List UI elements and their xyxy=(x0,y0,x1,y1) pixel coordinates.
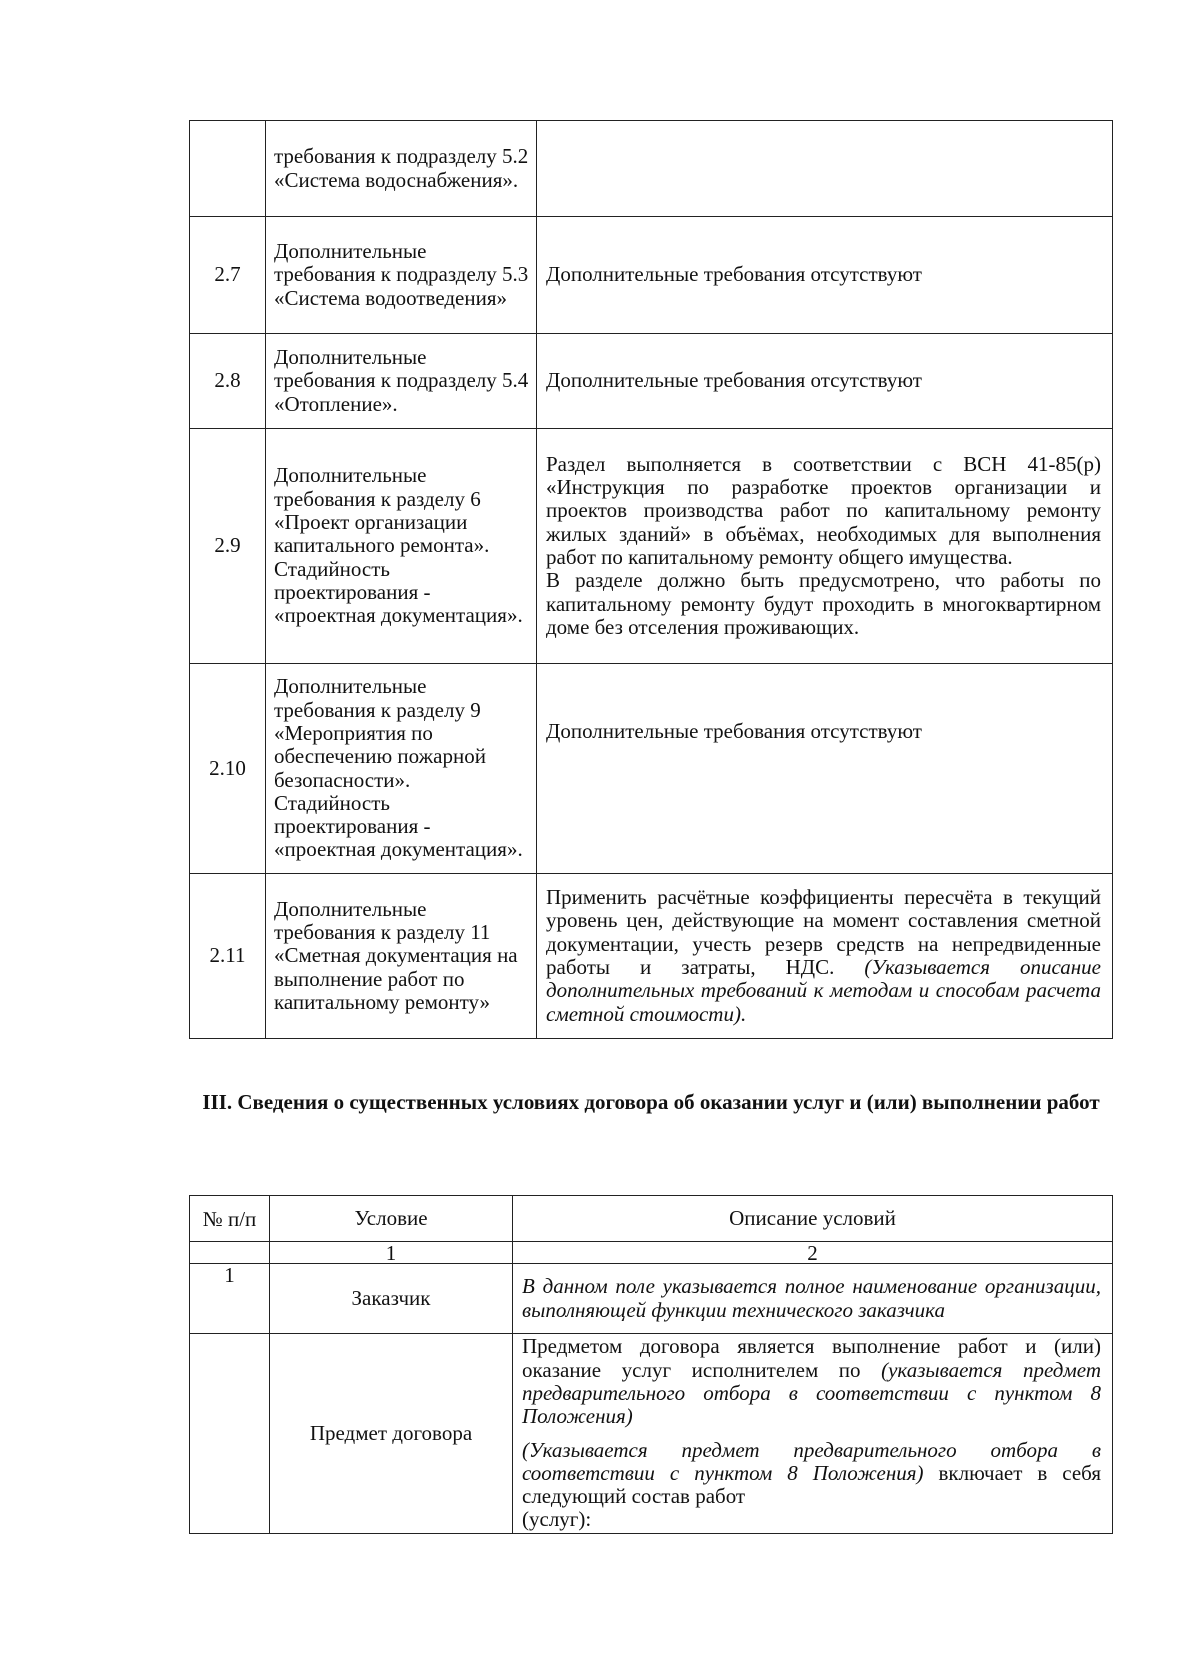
condition-cell: Заказчик xyxy=(270,1264,513,1334)
row-number: 2.8 xyxy=(190,334,266,429)
description-cell: Дополнительные требования отсутствуют xyxy=(537,334,1113,429)
description-note: (указывается предмет предварительного отбора в соответствии с пунктом 8 Положения) xyxy=(522,1357,1102,1429)
description-paragraph: В разделе должно быть предусмотрено, что работы по капитальному ремонту будут проходить в многоквартирном доме без отселения проживающих. xyxy=(546,568,1101,639)
column-number-1: 1 xyxy=(270,1242,513,1264)
row-number xyxy=(190,121,266,217)
table-row xyxy=(190,429,1113,664)
table-row xyxy=(190,217,1113,334)
row-number: 2.10 xyxy=(190,664,266,874)
description-paragraph: (услуг): xyxy=(522,1507,592,1532)
condition-cell: Предмет договора xyxy=(270,1334,513,1534)
description-paragraph xyxy=(522,1439,1101,1509)
section-heading: III. Сведения о существенных условиях договора об оказании услуг и (или) выполнении работ xyxy=(202,1090,1100,1114)
table-row xyxy=(190,664,1113,874)
description-note: (Указывается предмет предварительного отбора в соответствии с пунктом 8 Положения) xyxy=(522,1437,1101,1485)
table-header-row xyxy=(190,1196,1113,1242)
description-note: (Указывается описание дополнительных требований к методам и способам расчета сметной стоимости). xyxy=(546,955,1101,1026)
requirement-cell: Дополнительные требования к подразделу 5.3 «Система водоотведения» xyxy=(266,217,537,334)
requirement-cell: Дополнительные требования к разделу 6 «Проект организации капитального ремонта». Стадийность проектирования - «проектная документация». xyxy=(266,429,537,664)
description-text: Предметом договора является выполнение работ и (или) оказание услуг исполнителем по xyxy=(522,1334,1101,1382)
description-cell xyxy=(537,429,1113,664)
column-number-row xyxy=(190,1242,1113,1264)
description-cell xyxy=(513,1334,1113,1534)
row-number: 2.9 xyxy=(190,429,266,664)
requirement-cell: Дополнительные требования к разделу 11 «Сметная документация на выполнение работ по капитальному ремонту» xyxy=(266,874,537,1039)
table-row xyxy=(190,1334,1113,1534)
table-row xyxy=(190,874,1113,1039)
table-row xyxy=(190,121,1113,217)
column-number-2: 2 xyxy=(513,1242,1113,1264)
description-text: включает в себя следующий состав работ xyxy=(522,1460,1101,1509)
table-row xyxy=(190,334,1113,429)
column-number-empty xyxy=(190,1242,270,1264)
header-description: Описание условий xyxy=(513,1196,1113,1242)
row-number: 2.7 xyxy=(190,217,266,334)
description-cell: В данном поле указывается полное наименование организации, выполняющей функции технического заказчика xyxy=(513,1264,1113,1334)
description-cell xyxy=(537,121,1113,217)
row-number: 2.11 xyxy=(190,874,266,1039)
description-text: Применить расчётные коэффициенты пересчёта в текущий уровень цен, действующие на момент составления сметной документации, учесть резерв средств на непредвиденные работы и затраты, НДС. xyxy=(546,885,1101,979)
description-cell: Дополнительные требования отсутствуют xyxy=(537,217,1113,334)
description-cell xyxy=(537,874,1113,1039)
table-row xyxy=(190,1264,1113,1334)
header-condition: Условие xyxy=(270,1196,513,1242)
row-number: 1 xyxy=(190,1264,270,1334)
contract-conditions-table xyxy=(189,1195,1113,1534)
requirements-table xyxy=(189,120,1113,1039)
description-cell: Дополнительные требования отсутствуют xyxy=(537,664,1113,874)
header-num: № п/п xyxy=(190,1196,270,1242)
requirement-cell: требования к подразделу 5.2 «Система водоснабжения». xyxy=(266,121,537,217)
description-paragraph: Раздел выполняется в соответствии с ВСН 41-85(р) «Инструкция по разработке проектов организации и проектов производства работ по капитальному ремонту жилых зданий» в объёмах, необходимых для выполнения работ по капитальному ремонту общего имущества. xyxy=(546,451,1101,569)
requirement-cell: Дополнительные требования к подразделу 5.4 «Отопление». xyxy=(266,334,537,429)
row-number xyxy=(190,1334,270,1534)
description-paragraph xyxy=(522,1335,1101,1428)
requirement-cell: Дополнительные требования к разделу 9 «Мероприятия по обеспечению пожарной безопасности». Стадийность проектирования - «проектная документация». xyxy=(266,664,537,874)
